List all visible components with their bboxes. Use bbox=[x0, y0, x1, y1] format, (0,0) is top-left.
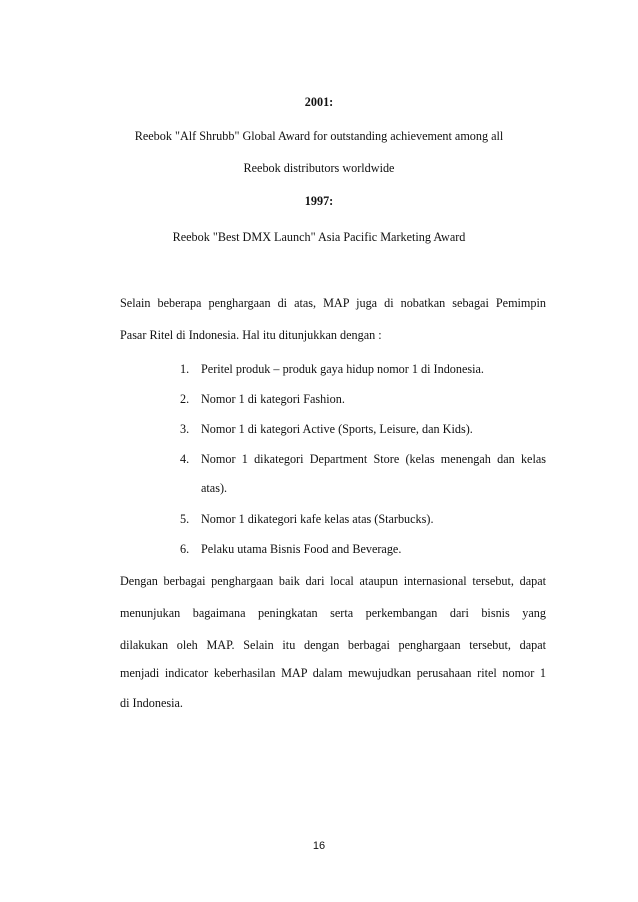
award-year-1997: 1997: bbox=[304, 194, 334, 208]
list-item-text: Nomor 1 dikategori kafe kelas atas (Starbucks). bbox=[201, 512, 434, 526]
award-2001-line-2: Reebok distributors worldwide bbox=[243, 161, 395, 175]
list-item-text: Nomor 1 dikategori Department Store (kelas menengah dan kelas bbox=[201, 452, 546, 466]
list-item-text: Pelaku utama Bisnis Food and Beverage. bbox=[201, 542, 402, 556]
intro-line-2: Pasar Ritel di Indonesia. Hal itu ditunjukkan dengan : bbox=[120, 328, 382, 342]
closing-line-4: menjadi indicator keberhasilan MAP dalam mewujudkan perusahaan ritel nomor 1 bbox=[120, 666, 546, 680]
list-item-text-continued: atas). bbox=[201, 481, 228, 495]
page-number: 16 bbox=[312, 840, 326, 852]
list-item-number: 6. bbox=[180, 542, 190, 556]
closing-line-5: di Indonesia. bbox=[120, 696, 183, 710]
award-year-2001: 2001: bbox=[304, 95, 334, 109]
list-item-text: Nomor 1 di kategori Fashion. bbox=[201, 392, 345, 406]
list-item-number: 3. bbox=[180, 422, 190, 436]
list-item-number: 1. bbox=[180, 362, 190, 376]
intro-line-1: Selain beberapa penghargaan di atas, MAP juga di nobatkan sebagai Pemimpin bbox=[120, 296, 546, 310]
award-2001-line-1: Reebok "Alf Shrubb" Global Award for outstanding achievement among all bbox=[134, 129, 504, 143]
list-item-text: Peritel produk – produk gaya hidup nomor 1 di Indonesia. bbox=[201, 362, 484, 376]
closing-line-1: Dengan berbagai penghargaan baik dari local ataupun internasional tersebut, dapat bbox=[120, 574, 546, 588]
list-item-number: 2. bbox=[180, 392, 190, 406]
list-item-text: Nomor 1 di kategori Active (Sports, Leisure, dan Kids). bbox=[201, 422, 473, 436]
closing-line-3: dilakukan oleh MAP. Selain itu dengan berbagai penghargaan tersebut, dapat bbox=[120, 638, 546, 652]
award-1997-line-1: Reebok "Best DMX Launch" Asia Pacific Marketing Award bbox=[172, 230, 466, 244]
list-item-number: 5. bbox=[180, 512, 190, 526]
closing-line-2: menunjukan bagaimana peningkatan serta perkembangan dari bisnis yang bbox=[120, 606, 546, 620]
list-item-number: 4. bbox=[180, 452, 190, 466]
